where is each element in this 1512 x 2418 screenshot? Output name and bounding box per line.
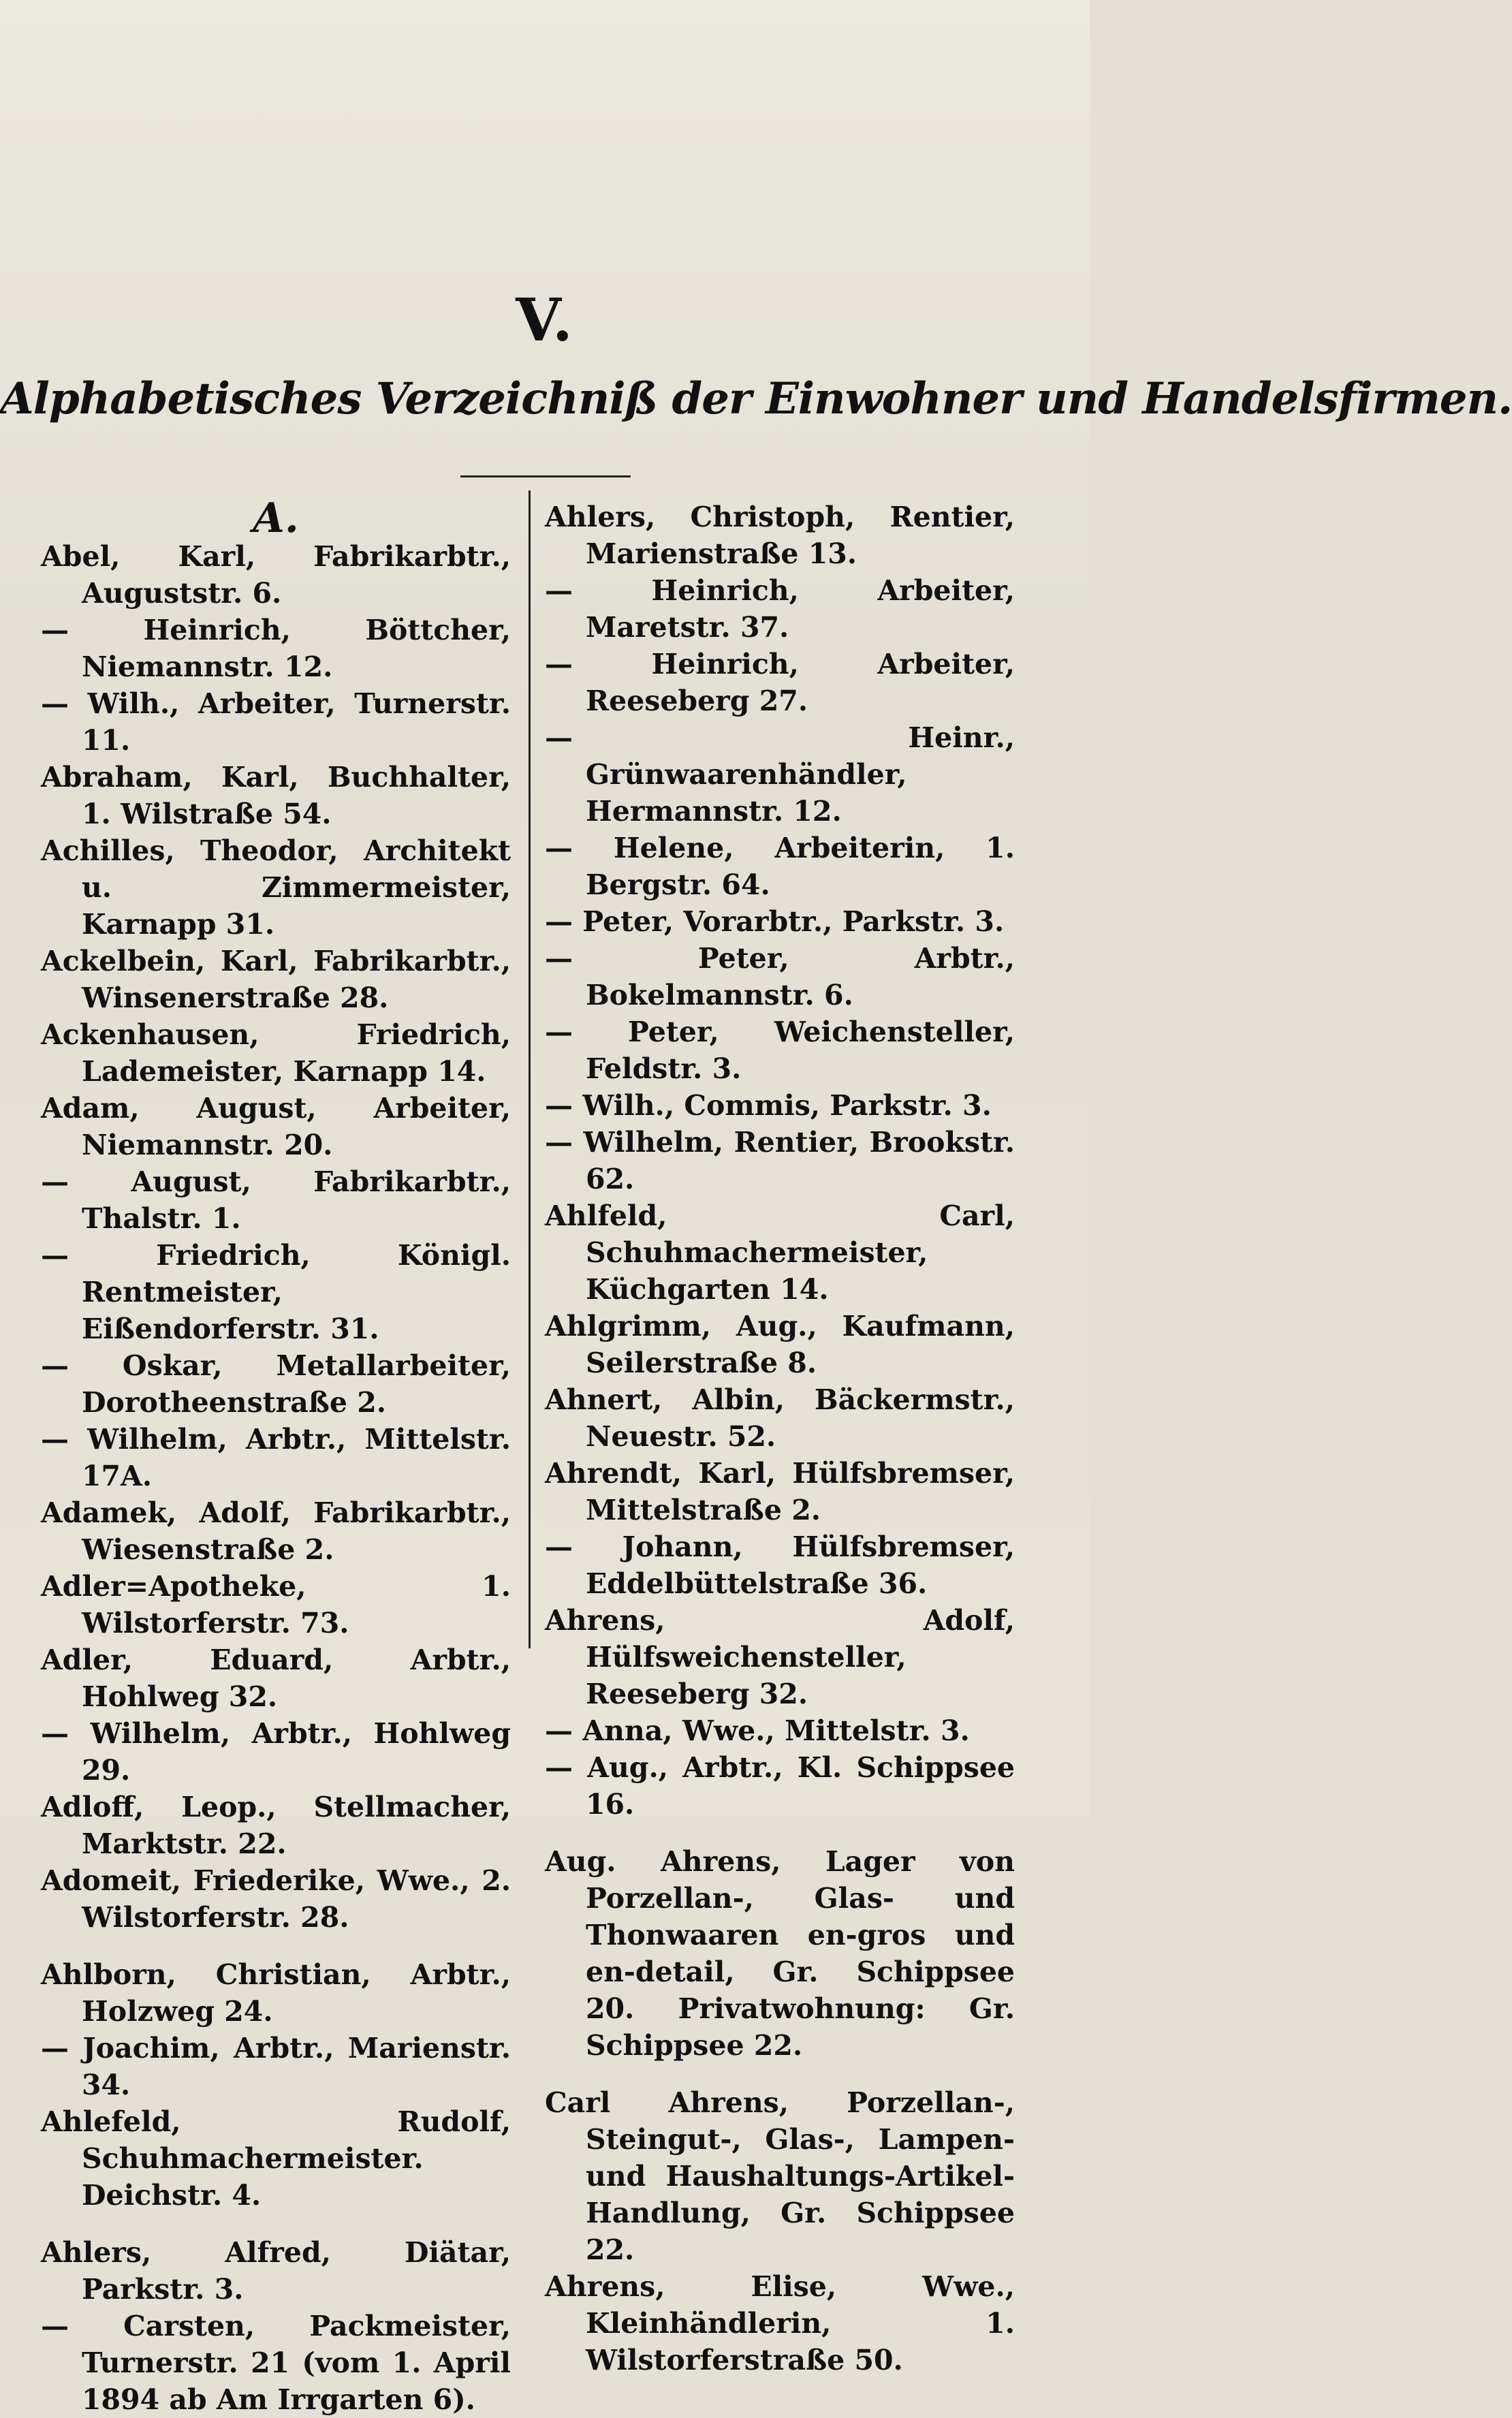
directory-entry: — Wilhelm, Arbtr., Hohlweg 29. [41,1717,511,1787]
directory-entry: Adam, August, Arbeiter, Niemannstr. 20. [41,1092,511,1161]
directory-entry: — Heinr., Grünwaarenhändler, Hermannstr. 12. [545,721,1015,828]
directory-entry: Aug. Ahrens, Lager von Porzellan-, Glas- und Thonwaaren en-gros und en-detail, Gr. Schippsee 20. Privatwohnung: Gr. Schippsee 22. [545,1845,1015,2062]
directory-entry: — Heinrich, Arbeiter, Reeseberg 27. [545,648,1015,717]
left-entry-list [41,538,511,2418]
directory-entry: — Heinrich, Böttcher, Niemannstr. 12. [41,614,511,683]
directory-entry: — Wilhelm, Rentier, Brookstr. 62. [545,1126,1015,1195]
directory-entry: — Heinrich, Arbeiter, Maretstr. 37. [545,574,1015,644]
page-title: Alphabetisches Verzeichniß der Einwohner und Handelsfirmen. [0,373,1512,424]
left-column [41,494,511,2418]
directory-entry: Ahlfeld, Carl, Schuhmachermeister, Küchgarten 14. [545,1199,1015,1306]
directory-entry: — Friedrich, Königl. Rentmeister, Eißendorferstr. 31. [41,1239,511,1345]
letter-heading: A. [253,494,299,542]
directory-entry: — Anna, Wwe., Mittelstr. 3. [545,1714,970,1747]
directory-entry: Achilles, Theodor, Architekt u. Zimmermeister, Karnapp 31. [41,834,511,941]
directory-entry: — August, Fabrikarbtr., Thalstr. 1. [41,1165,511,1235]
directory-entry: Ahnert, Albin, Bäckermstr., Neuestr. 52. [545,1383,1015,1453]
directory-entry: Ahrens, Adolf, Hülfsweichensteller, Reeseberg 32. [545,1604,1015,1710]
directory-entry: Adamek, Adolf, Fabrikarbtr., Wiesenstraße 2. [41,1496,511,1566]
directory-entry: Ahlers, Alfred, Diätar, Parkstr. 3. [41,2236,511,2306]
directory-entry: — Helene, Arbeiterin, 1. Bergstr. 64. [545,832,1015,901]
directory-entry: Adler=Apotheke, 1. Wilstorferstr. 73. [41,1570,511,1639]
section-number: V. [516,286,574,355]
directory-entry: Ahlefeld, Rudolf, Schuhmachermeister. Deichstr. 4. [41,2105,511,2212]
directory-entry: Ahlers, Christoph, Rentier, Marienstraße 13. [545,501,1015,570]
directory-entry: — Wilh., Arbeiter, Turnerstr. 11. [41,687,511,757]
directory-entry: Carl Ahrens, Porzellan-, Steingut-, Glas-, Lampen- und Haushaltungs-Artikel-Handlung, Gr. Schippsee 22. [545,2086,1015,2266]
directory-entry: — Peter, Weichensteller, Feldstr. 3. [545,1016,1015,1085]
directory-entry: — Joachim, Arbtr., Marienstr. 34. [41,2032,511,2101]
directory-entry: Adler, Eduard, Arbtr., Hohlweg 32. [41,1644,511,1713]
directory-entry: — Carsten, Packmeister, Turnerstr. 21 (vom 1. April 1894 ab Am Irrgarten 6). [41,2310,511,2416]
right-entry-list [545,499,1015,2378]
directory-entry: Ackenhausen, Friedrich, Lademeister, Karnapp 14. [41,1018,511,1088]
right-column [545,499,1015,2378]
directory-entry: — Oskar, Metallarbeiter, Dorotheenstraße 2. [41,1349,511,1419]
directory-entry: Adomeit, Friederike, Wwe., 2. Wilstorferstr. 28. [41,1864,511,1934]
directory-entry: — Peter, Arbtr., Bokelmannstr. 6. [545,942,1015,1011]
directory-entry: Ahrens, Elise, Wwe., Kleinhändlerin, 1. Wilstorferstraße 50. [545,2270,1015,2376]
directory-entry: — Johann, Hülfsbremser, Eddelbüttelstraße 36. [545,1530,1015,1600]
title-divider [460,475,631,477]
directory-entry: Adloff, Leop., Stellmacher, Marktstr. 22. [41,1791,511,1860]
directory-entry: — Wilh., Commis, Parkstr. 3. [545,1089,992,1122]
directory-entry: — Wilhelm, Arbtr., Mittelstr. 17A. [41,1423,511,1492]
directory-entry: — Peter, Vorarbtr., Parkstr. 3. [545,905,1005,938]
directory-entry: Abel, Karl, Fabrikarbtr., Auguststr. 6. [41,540,511,610]
directory-entry: Ahlborn, Christian, Arbtr., Holzweg 24. [41,1958,511,2028]
directory-entry: Ahlgrimm, Aug., Kaufmann, Seilerstraße 8. [545,1310,1015,1379]
directory-entry: — Aug., Arbtr., Kl. Schippsee 16. [545,1751,1015,1821]
directory-entry: Abraham, Karl, Buchhalter, 1. Wilstraße 54. [41,761,511,830]
directory-entry: Ahrendt, Karl, Hülfsbremser, Mittelstraße 2. [545,1457,1015,1526]
directory-entry: Ackelbein, Karl, Fabrikarbtr., Winsenerstraße 28. [41,945,511,1014]
column-divider [529,490,531,1648]
